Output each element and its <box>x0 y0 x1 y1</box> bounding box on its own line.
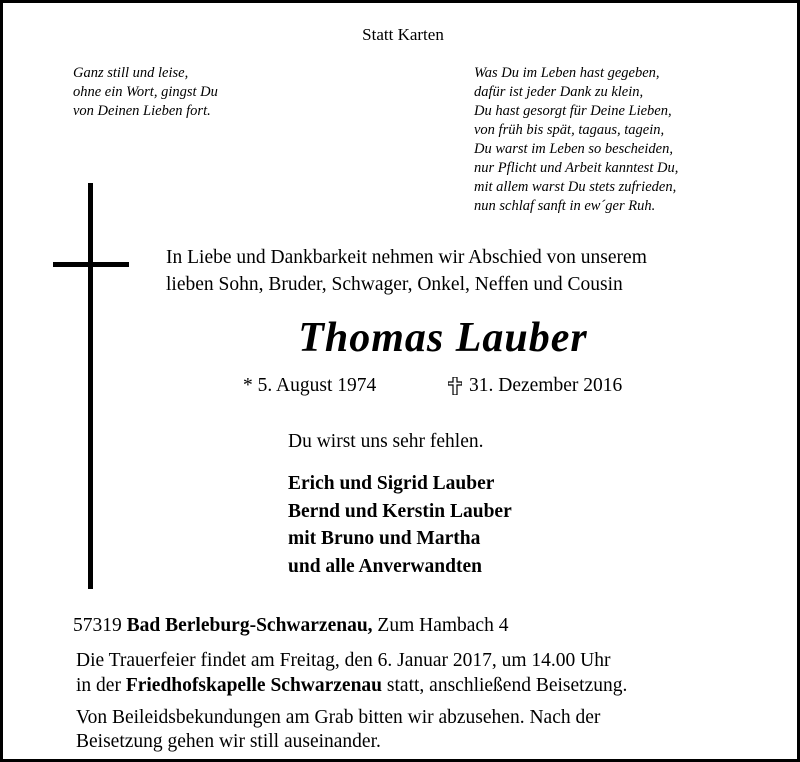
condolences-note <box>76 706 600 754</box>
poem-right <box>474 64 678 216</box>
cross-icon-vertical <box>88 183 93 589</box>
funeral-line-1: Die Trauerfeier findet am Freitag, den 6. Januar 2017, um 14.00 Uhr <box>76 650 611 671</box>
poem-line: dafür ist jeder Dank zu klein, <box>474 84 644 100</box>
birth-date: * 5. August 1974 <box>243 375 377 396</box>
intro-text <box>166 244 647 298</box>
condolences-line: Von Beileidsbekundungen am Grab bitten wir abzusehen. Nach der <box>76 707 601 728</box>
poem-line: nur Pflicht und Arbeit kanntest Du, <box>474 160 679 176</box>
cross-icon-horizontal <box>53 262 129 267</box>
address-zip: 57319 <box>73 615 122 636</box>
funeral-line-2 <box>76 673 627 698</box>
poem-line: mit allem warst Du stets zufrieden, <box>474 179 677 195</box>
funeral-pre: in der <box>76 675 121 696</box>
poem-left <box>73 64 218 121</box>
poem-line: Du hast gesorgt für Deine Lieben, <box>474 103 672 119</box>
deceased-name: Thomas Lauber <box>298 315 588 361</box>
address-place: Bad Berleburg-Schwarzenau, <box>126 615 373 636</box>
family-list <box>288 470 512 580</box>
intro-line: In Liebe und Dankbarkeit nehmen wir Abschied von unserem <box>166 247 647 268</box>
poem-line: ohne ein Wort, gingst Du <box>73 84 218 100</box>
condolences-line: Beisetzung gehen wir still auseinander. <box>76 731 381 752</box>
address-street: Zum Hambach 4 <box>377 615 509 636</box>
family-line: Bernd und Kerstin Lauber <box>288 500 512 522</box>
miss-line: Du wirst uns sehr fehlen. <box>288 431 484 452</box>
family-line: mit Bruno und Martha <box>288 528 481 549</box>
poem-line: von Deinen Lieben fort. <box>73 103 211 119</box>
header-text: Statt Karten <box>362 25 444 44</box>
funeral-location: Friedhofskapelle Schwarzenau <box>125 675 383 696</box>
death-cross-icon <box>448 377 462 395</box>
poem-line: Ganz still und leise, <box>73 65 189 81</box>
death-date-group <box>448 375 622 397</box>
address-line <box>73 615 508 637</box>
death-date: 31. Dezember 2016 <box>469 375 623 396</box>
intro-line: lieben Sohn, Bruder, Schwager, Onkel, Neffen und Cousin <box>166 274 623 295</box>
funeral-info <box>76 648 627 698</box>
poem-line: Du warst im Leben so bescheiden, <box>474 141 673 157</box>
poem-line: nun schlaf sanft in ew´ger Ruh. <box>474 198 656 214</box>
funeral-post: statt, anschließend Beisetzung. <box>386 675 628 696</box>
poem-line: Was Du im Leben hast gegeben, <box>474 65 660 81</box>
poem-line: von früh bis spät, tagaus, tagein, <box>474 122 665 138</box>
family-line: Erich und Sigrid Lauber <box>288 473 495 494</box>
family-line: und alle Anverwandten <box>288 555 482 577</box>
